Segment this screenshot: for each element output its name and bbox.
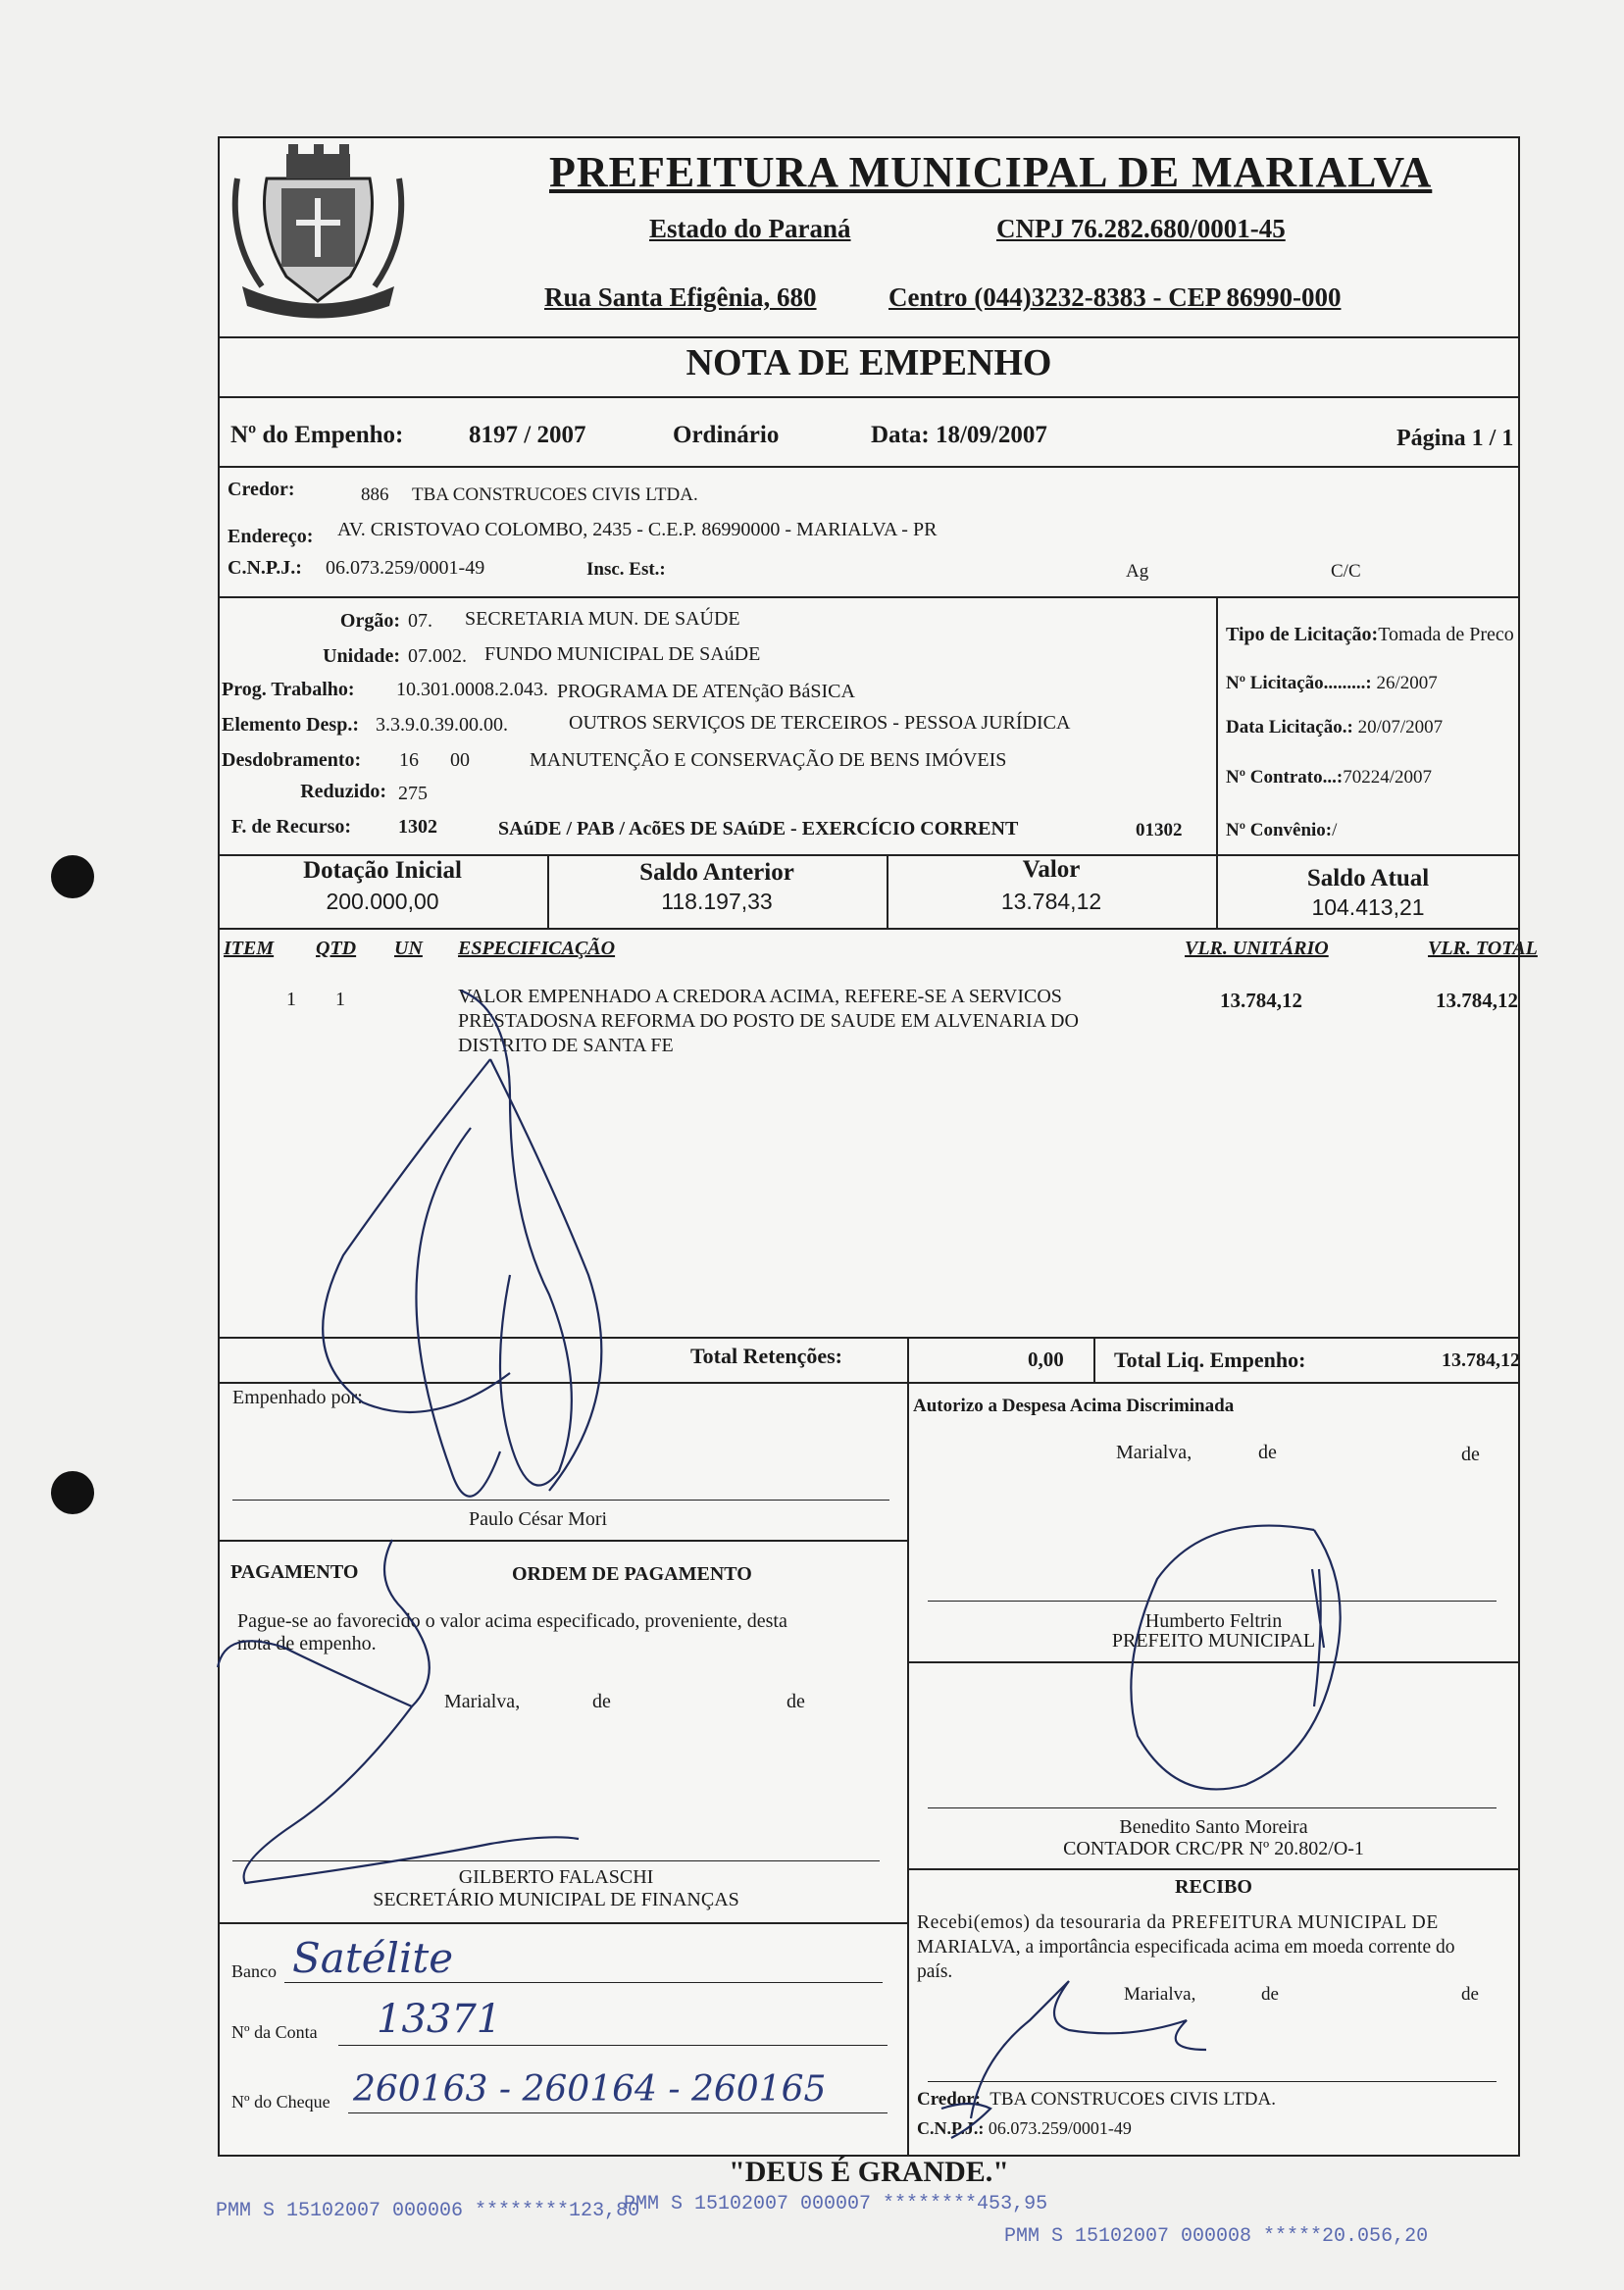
recibo-title: RECIBO (1175, 1876, 1252, 1898)
ordem-de-2: de (787, 1691, 805, 1712)
elemento-code: 3.3.9.0.39.00.00. (376, 714, 508, 736)
item-number: 1 (286, 989, 296, 1010)
conta-value[interactable]: 13371 (377, 1997, 502, 2042)
saldo-atual-label: Saldo Atual (1306, 865, 1430, 891)
convenio-label: Nº Convênio: (1226, 820, 1333, 840)
credor-code: 886 (361, 484, 389, 505)
ordem-de-1: de (592, 1691, 611, 1712)
autorizo-label: Autorizo a Despesa Acima Discriminada (913, 1396, 1235, 1416)
prefeito-name: Humberto Feltrin (1144, 1610, 1283, 1632)
stamp-line-3: PMM S 15102007 000008 *****20.056,20 (1004, 2225, 1429, 2248)
ordem-pagamento-title: ORDEM DE PAGAMENTO (512, 1563, 752, 1585)
cnpj-label: C.N.P.J.: (228, 557, 302, 579)
licitacao-data-value: 20/07/2007 (1357, 717, 1444, 738)
saldo-anterior-value: 118.197,33 (661, 889, 773, 914)
autorizo-place: Marialva, (1116, 1442, 1193, 1463)
secretario-title: SECRETÁRIO MUNICIPAL DE FINANÇAS (373, 1889, 739, 1910)
state-label: Estado do Paraná (649, 214, 851, 243)
recibo-de-2: de (1461, 1984, 1479, 2005)
licitacao-data-label: Data Licitação.: (1226, 717, 1353, 738)
empenho-type: Ordinário (673, 422, 780, 448)
empenho-label: Nº do Empenho: (230, 422, 404, 448)
ordem-place: Marialva, (444, 1691, 521, 1712)
licitacao-numero-value: 26/2007 (1376, 673, 1438, 693)
recibo-de-1: de (1261, 1984, 1279, 2005)
empenhado-label: Empenhado por: (232, 1387, 363, 1408)
item-desc-line-1: VALOR EMPENHADO A CREDORA ACIMA, REFERE-SE A SERVICOS (458, 986, 1062, 1007)
col-un: UN (394, 938, 423, 959)
reduzido-label: Reduzido: (300, 781, 386, 802)
desdobramento-code-1: 16 (399, 749, 419, 771)
contador-name: Benedito Santo Moreira (1119, 1816, 1308, 1838)
orgao-code: 07. (408, 610, 432, 632)
address-label: Endereço: (228, 526, 314, 547)
total-liq-label: Total Liq. Empenho: (1114, 1348, 1306, 1372)
orgao-label: Orgão: (339, 610, 400, 632)
item-desc-line-3: DISTRITO DE SANTA FE (458, 1035, 674, 1056)
insc-est-label: Insc. Est.: (586, 559, 666, 580)
reduzido-code: 275 (398, 783, 428, 804)
col-qtd: QTD (316, 938, 357, 959)
empenhado-name: Paulo César Mori (469, 1508, 608, 1530)
licitacao-numero-label: Nº Licitação.........: (1226, 673, 1372, 693)
ordem-text-1: Pague-se ao favorecido o valor acima especificado, proveniente, desta (237, 1610, 787, 1632)
item-vlr-total: 13.784,12 (1436, 989, 1518, 1012)
recibo-place: Marialva, (1124, 1984, 1196, 2005)
desdobramento-label: Desdobramento: (222, 749, 362, 771)
conta-corrente-label: C/C (1331, 561, 1361, 582)
autorizo-de-1: de (1258, 1442, 1277, 1463)
recibo-text-3: país. (917, 1961, 953, 1982)
recibo-text-2: MARIALVA, a importância especificada acima em moeda corrente do (917, 1937, 1455, 1958)
secretario-name: GILBERTO FALASCHI (458, 1866, 654, 1888)
recibo-credor-name: TBA CONSTRUCOES CIVIS LTDA. (990, 2089, 1276, 2110)
col-especificacao: ESPECIFICAÇÃO (458, 938, 616, 959)
credor-name: TBA CONSTRUCOES CIVIS LTDA. (412, 484, 698, 505)
desdobramento-name: MANUTENÇÃO E CONSERVAÇÃO DE BENS IMÓVEIS (530, 749, 1007, 771)
conta-label: Nº da Conta (231, 2022, 318, 2042)
col-vlr-unitario: VLR. UNITÁRIO (1185, 938, 1329, 959)
credor-address: AV. CRISTOVAO COLOMBO, 2435 - C.E.P. 86990000 - MARIALVA - PR (337, 519, 938, 540)
dotacao-value: 200.000,00 (326, 889, 439, 914)
retencoes-label: Total Retenções: (690, 1344, 842, 1368)
unidade-code: 07.002. (408, 645, 467, 667)
prog-label: Prog. Trabalho: (222, 679, 355, 700)
banco-label: Banco (231, 1961, 277, 1981)
licitacao-tipo-value: Tomada de Preco (1378, 624, 1514, 645)
page-number: Página 1 / 1 (1396, 426, 1514, 451)
col-item: ITEM (224, 938, 275, 959)
contador-title: CONTADOR CRC/PR Nº 20.802/O-1 (1063, 1838, 1364, 1859)
retencoes-value: 0,00 (1028, 1348, 1064, 1371)
stamp-line-1: PMM S 15102007 000006 ********123,80 (216, 2200, 640, 2222)
contrato-label: Nº Contrato...: (1226, 767, 1344, 788)
valor-label: Valor (1022, 856, 1081, 883)
recibo-cnpj-label: C.N.P.J.: (917, 2118, 985, 2138)
unidade-label: Unidade: (323, 645, 400, 667)
item-vlr-unitario: 13.784,12 (1220, 989, 1302, 1012)
credor-cnpj: 06.073.259/0001-49 (326, 557, 485, 579)
empenho-date: Data: 18/09/2007 (871, 422, 1047, 448)
prog-code: 10.301.0008.2.043. (396, 679, 548, 700)
footer-motto: "DEUS É GRANDE." (729, 2156, 1009, 2188)
valor-value: 13.784,12 (1000, 889, 1102, 914)
orgao-name: SECRETARIA MUN. DE SAÚDE (465, 608, 740, 630)
banco-value[interactable]: Satélite (292, 1934, 454, 1982)
prog-name: PROGRAMA DE ATENçãO BáSICA (557, 681, 855, 702)
recibo-text-1: Recebi(emos) da tesouraria da PREFEITURA MUNICIPAL DE (917, 1912, 1439, 1933)
document-title: NOTA DE EMPENHO (685, 342, 1052, 383)
credor-label: Credor: (228, 479, 295, 500)
elemento-label: Elemento Desp.: (222, 714, 359, 736)
autorizo-de-2: de (1461, 1444, 1480, 1465)
fonte-number: 01302 (1136, 820, 1183, 840)
desdobramento-code-2: 00 (450, 749, 470, 771)
recibo-credor-label: Credor: (917, 2089, 982, 2110)
total-liq-value: 13.784,12 (1442, 1349, 1520, 1371)
empenho-number: 8197 / 2007 (469, 422, 586, 448)
fonte-code: 1302 (398, 816, 437, 838)
stamp-line-2: PMM S 15102007 000007 ********453,95 (624, 2193, 1048, 2215)
municipality-title: PREFEITURA MUNICIPAL DE MARIALVA (549, 148, 1433, 196)
pagamento-label: PAGAMENTO (230, 1561, 359, 1583)
cheque-value[interactable]: 260163 - 260164 - 260165 (353, 2069, 827, 2110)
col-vlr-total: VLR. TOTAL (1428, 938, 1538, 959)
contrato-value: 70224/2007 (1343, 767, 1432, 788)
convenio-value: / (1332, 820, 1338, 840)
cheque-label: Nº do Cheque (231, 2092, 330, 2112)
city-cnpj: CNPJ 76.282.680/0001-45 (996, 214, 1286, 243)
recibo-cnpj-value: 06.073.259/0001-49 (988, 2118, 1132, 2138)
licitacao-tipo-label: Tipo de Licitação: (1226, 624, 1379, 645)
item-desc-line-2: PRESTADOSNA REFORMA DO POSTO DE SAUDE EM ALVENARIA DO (458, 1010, 1079, 1032)
saldo-atual-value: 104.413,21 (1311, 894, 1425, 920)
item-qtd: 1 (335, 989, 345, 1010)
ordem-text-2: nota de empenho. (237, 1633, 377, 1654)
agencia-label: Ag (1126, 561, 1149, 582)
prefeito-title: PREFEITO MUNICIPAL (1111, 1630, 1316, 1652)
fonte-label: F. de Recurso: (231, 816, 352, 838)
city-contact: Centro (044)3232-8383 - CEP 86990-000 (888, 282, 1342, 312)
dotacao-label: Dotação Inicial (303, 857, 462, 884)
saldo-anterior-label: Saldo Anterior (639, 859, 794, 886)
fonte-name: SAúDE / PAB / AcõES DE SAúDE - EXERCÍCIO CORRENT (498, 818, 1019, 840)
city-address: Rua Santa Efigênia, 680 (544, 282, 817, 312)
elemento-name: OUTROS SERVIÇOS DE TERCEIROS - PESSOA JURÍDICA (569, 712, 1071, 734)
unidade-name: FUNDO MUNICIPAL DE SAúDE (484, 643, 761, 665)
